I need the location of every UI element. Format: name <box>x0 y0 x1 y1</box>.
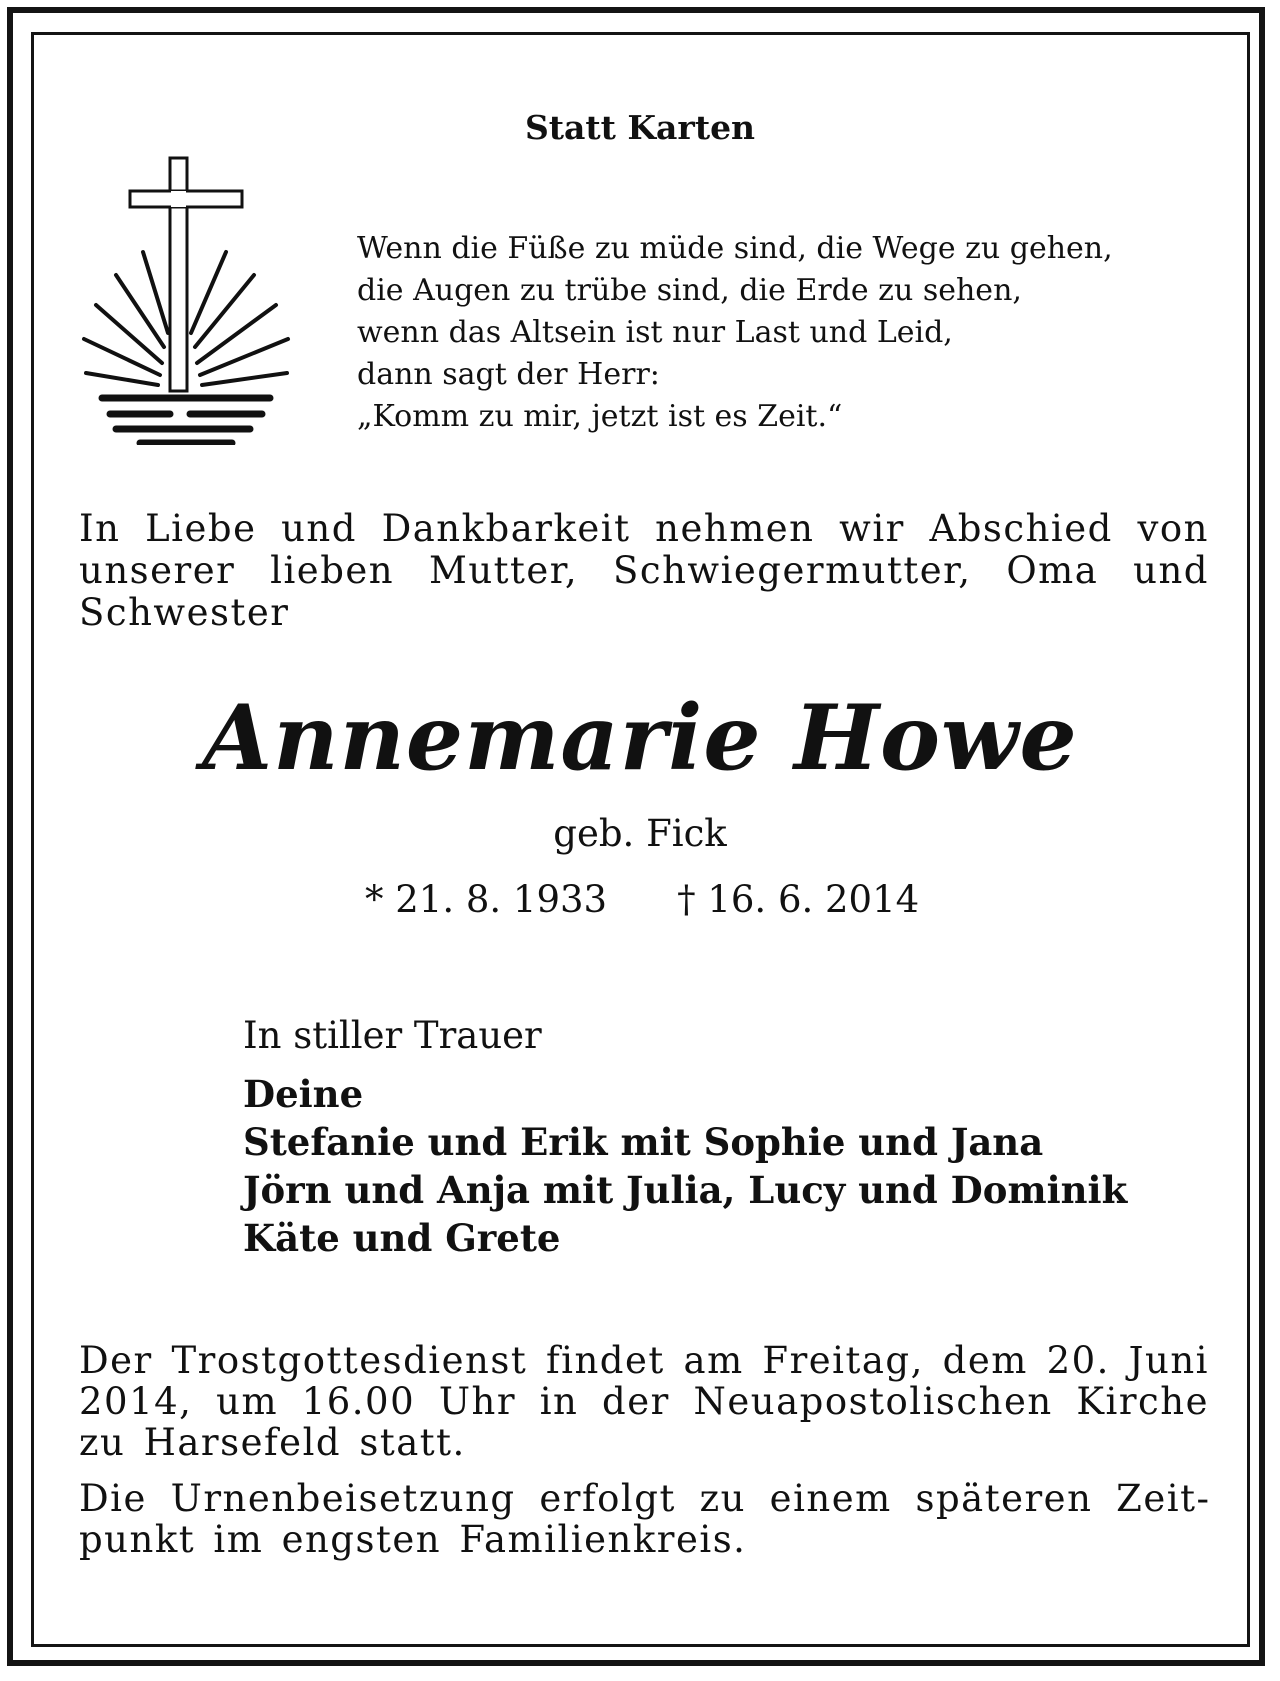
poem-line: wenn das Altsein ist nur Last und Leid, <box>357 315 953 350</box>
deceased-name: Annemarie Howe <box>202 685 1078 791</box>
birth-date: * 21. 8. 1933 <box>365 878 608 921</box>
life-dates <box>365 878 919 922</box>
cross-sunrise-water-icon <box>80 155 295 445</box>
signer-line: Stefanie und Erik mit Sophie und Jana <box>243 1120 1044 1164</box>
poem-line: die Augen zu trübe sind, die Erde zu sehen, <box>357 273 1022 308</box>
poem-line: „Komm zu mir, jetzt ist es Zeit.“ <box>357 399 843 434</box>
death-date: † 16. 6. 2014 <box>677 878 920 921</box>
service-notice: Der Trostgottesdienst findet am Freitag, dem 20. Juni 2014, um 16.00 Uhr in der Neuapostolischen Kirche zu Harsefeld statt. <box>79 1339 1209 1464</box>
maiden-name: geb. Fick <box>553 812 727 855</box>
poem-line: Wenn die Füße zu müde sind, die Wege zu gehen, <box>357 231 1113 266</box>
header-statt-karten: Statt Karten <box>524 108 756 147</box>
signer-line: Käte und Grete <box>243 1216 561 1260</box>
poem-line: dann sagt der Herr: <box>357 357 660 392</box>
mourning-phrase: In stiller Trauer <box>243 1014 542 1057</box>
signer-line: Deine <box>243 1072 364 1116</box>
signer-line: Jörn und Anja mit Julia, Lucy und Dominik <box>243 1168 1128 1212</box>
intro-text: In Liebe und Dankbarkeit nehmen wir Abschied von unserer lieben Mutter, Schwiegermutter, Oma und Schwester <box>79 507 1209 634</box>
burial-notice: Die Urnenbeisetzung erfolgt zu einem späteren Zeitpunkt im engsten Familienkreis. <box>79 1477 1209 1561</box>
poem <box>357 228 1113 438</box>
signers-list <box>243 1070 1127 1262</box>
